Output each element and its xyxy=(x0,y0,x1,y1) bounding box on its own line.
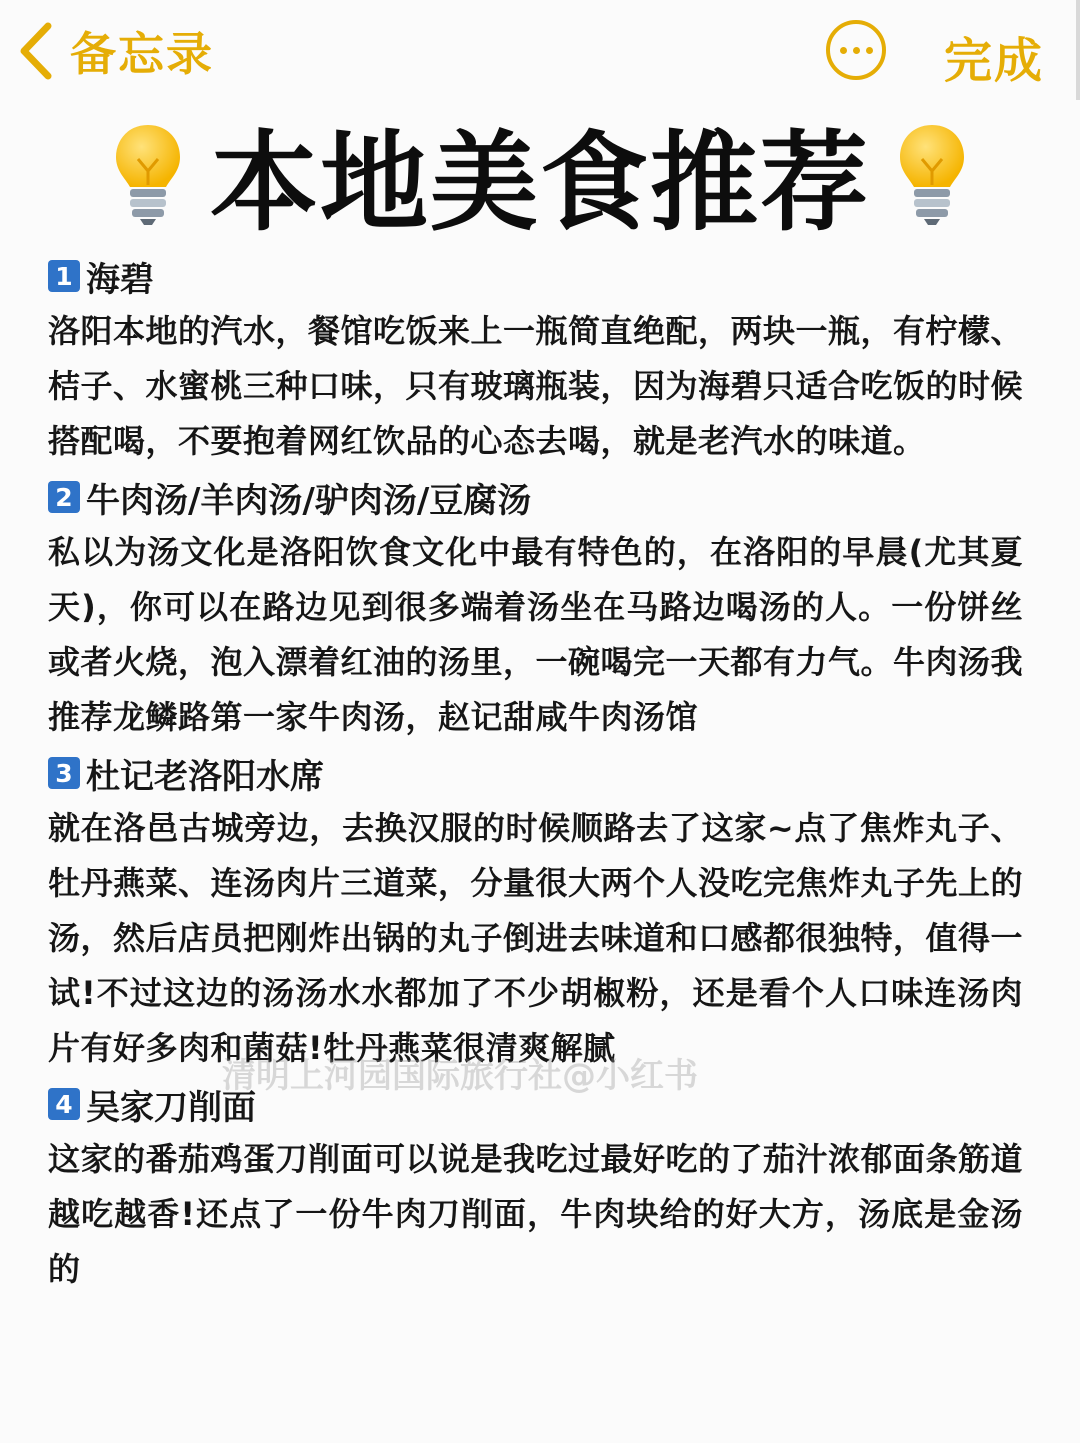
scrollbar[interactable] xyxy=(1076,0,1080,100)
title-row xyxy=(0,108,1080,246)
done-button[interactable]: 完成 xyxy=(944,33,1045,89)
section-knife-noodles xyxy=(48,1076,1023,1297)
nav-bar xyxy=(0,0,1080,100)
light-bulb-icon xyxy=(892,119,972,227)
number-badge: 1 xyxy=(48,260,80,292)
number-badge: 4 xyxy=(48,1088,80,1120)
section-title: 吴家刀削面 xyxy=(86,1087,256,1128)
section-text: 洛阳本地的汽水，餐馆吃饭来上一瓶简直绝配，两块一瓶，有柠檬、桔子、水蜜桃三种口味，只有玻璃瓶装，因为海碧只适合吃饭的时候搭配喝，不要抱着网红饮品的心态去喝，就是老汽水的味道。 xyxy=(48,312,1024,460)
section-haibi xyxy=(48,248,1023,469)
more-options-button[interactable] xyxy=(826,20,886,80)
section-soups xyxy=(48,469,1023,745)
chevron-left-icon xyxy=(14,18,60,84)
page-title: 本地美食推荐 xyxy=(209,120,870,246)
section-heading xyxy=(48,469,1023,525)
section-title: 海碧 xyxy=(86,259,154,300)
ellipsis-icon xyxy=(840,47,873,54)
section-heading xyxy=(48,248,1023,304)
light-bulb-icon xyxy=(108,119,188,227)
section-text: 这家的番茄鸡蛋刀削面可以说是我吃过最好吃的了茄汁浓郁面条筋道越吃越香!还点了一份牛肉刀削面，牛肉块给的好大方，汤底是金汤的 xyxy=(48,1140,1024,1288)
section-title: 牛肉汤/羊肉汤/驴肉汤/豆腐汤 xyxy=(86,480,532,521)
section-title: 杜记老洛阳水席 xyxy=(86,756,324,797)
section-text: 私以为汤文化是洛阳饮食文化中最有特色的，在洛阳的早晨(尤其夏天)，你可以在路边见到很多端着汤坐在马路边喝汤的人。一份饼丝或者火烧，泡入漂着红油的汤里，一碗喝完一天都有力气。牛肉汤我推荐龙鳞路第一家牛肉汤，赵记甜咸牛肉汤馆 xyxy=(48,533,1024,736)
note-body[interactable] xyxy=(48,248,1023,1297)
watermark: 清明上河园国际旅行社@小红书 xyxy=(222,1056,698,1096)
section-text: 就在洛邑古城旁边，去换汉服的时候顺路去了这家~点了焦炸丸子、牡丹燕菜、连汤肉片三道菜，分量很大两个人没吃完焦炸丸子先上的汤，然后店员把刚炸出锅的丸子倒进去味道和口感都很独特，值得一试!不过这边的汤汤水水都加了不少胡椒粉，还是看个人口味连汤肉片有好多肉和菌菇!牡丹燕菜很清爽解腻 xyxy=(48,809,1024,1067)
back-label: 备忘录 xyxy=(70,27,214,81)
number-badge: 2 xyxy=(48,481,80,513)
section-heading xyxy=(48,1076,1023,1132)
back-button[interactable] xyxy=(14,18,214,84)
number-badge: 3 xyxy=(48,757,80,789)
section-heading xyxy=(48,745,1023,801)
section-water-banquet xyxy=(48,745,1023,1076)
